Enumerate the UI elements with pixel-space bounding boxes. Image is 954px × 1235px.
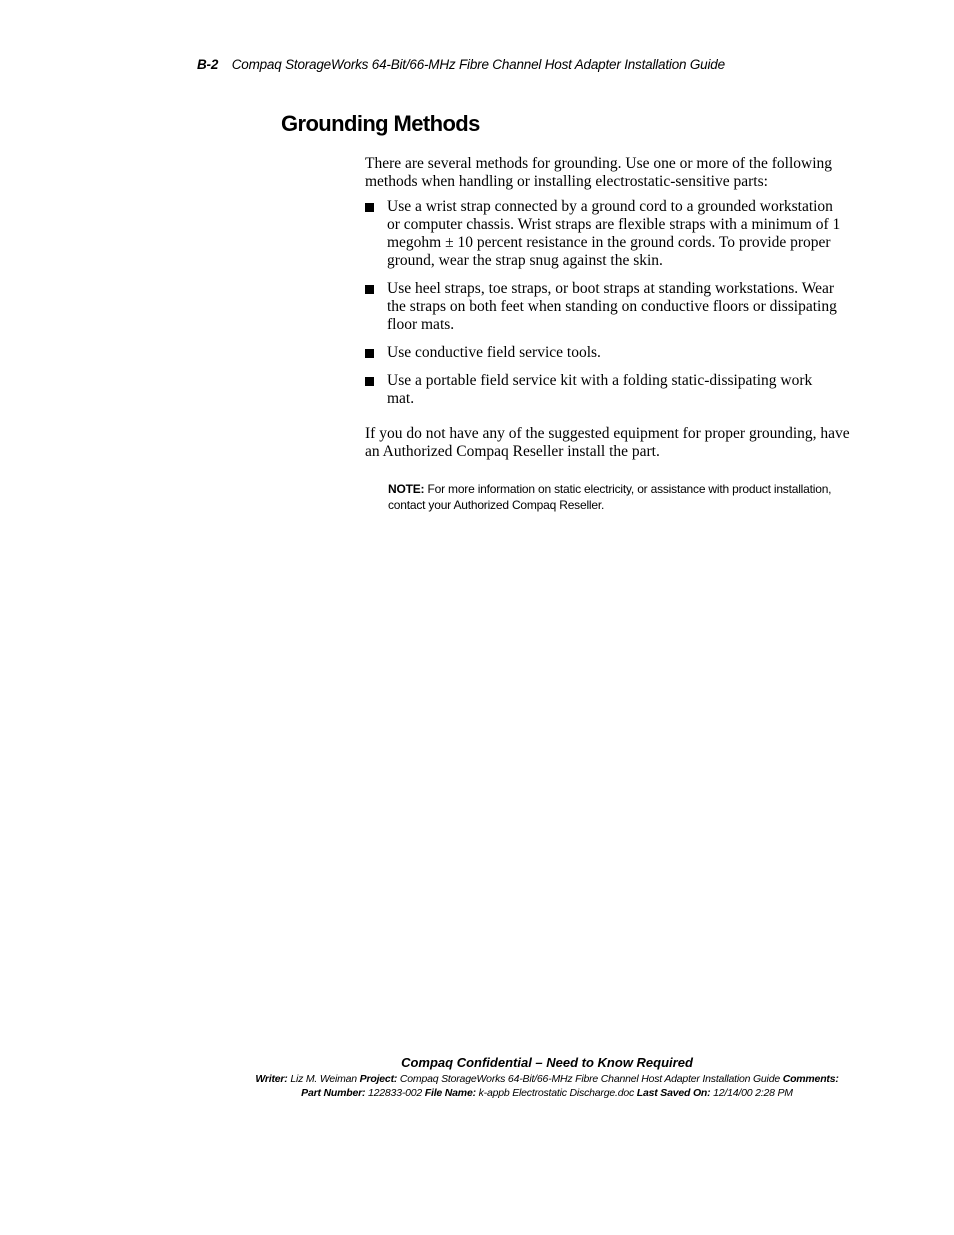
confidential-notice: Compaq Confidential – Need to Know Required [401, 1055, 693, 1070]
page-number: B-2 [197, 57, 219, 72]
square-bullet-icon [365, 377, 374, 386]
list-item [365, 198, 855, 270]
writer-label: Writer: [255, 1073, 288, 1085]
note [388, 481, 848, 513]
note-label: NOTE: [388, 482, 425, 496]
last-saved-value: 12/14/00 2:28 PM [713, 1087, 793, 1099]
last-saved-label: Last Saved On: [636, 1087, 711, 1099]
list-item [365, 280, 855, 334]
list-item-text: Use heel straps, toe straps, or boot straps at standing workstations. Wear the straps on both feet when standing on conductive floors or dissipating floor mats. [387, 280, 837, 333]
square-bullet-icon [365, 349, 374, 358]
guide-title: Compaq StorageWorks 64-Bit/66-MHz Fibre Channel Host Adapter Installation Guide [231, 57, 725, 72]
square-bullet-icon [365, 203, 374, 212]
square-bullet-icon [365, 285, 374, 294]
grounding-methods-list [365, 198, 855, 418]
footer-meta-line-2 [180, 1086, 914, 1100]
part-number-value: 122833-002 [368, 1087, 423, 1099]
project-value: Compaq StorageWorks 64-Bit/66-MHz Fibre Channel Host Adapter Installation Guide [399, 1073, 780, 1085]
closing-paragraph: If you do not have any of the suggested equipment for proper grounding, have an Authorized Compaq Reseller install the part. [365, 425, 850, 460]
comments-label: Comments: [782, 1073, 839, 1085]
file-name-label: File Name: [424, 1087, 476, 1099]
section-title: Grounding Methods [281, 111, 480, 136]
running-header [197, 57, 725, 72]
list-item [365, 344, 855, 362]
file-name-value: k-appb Electrostatic Discharge.doc [478, 1087, 635, 1099]
writer-value: Liz M. Weiman [290, 1073, 357, 1085]
list-item [365, 372, 855, 408]
document-footer [180, 1054, 914, 1100]
list-item-text: Use conductive field service tools. [387, 344, 601, 361]
note-text: For more information on static electricity, or assistance with product installation, contact your Authorized Compaq Reseller. [388, 482, 832, 512]
list-item-text: Use a portable field service kit with a folding static-dissipating work mat. [387, 372, 813, 407]
list-item-text: Use a wrist strap connected by a ground cord to a grounded workstation or computer chassis. Wrist straps are flexible straps with a minimum of 1 megohm ± 10 percent resistance in the ground cords. To provide proper ground, wear the strap snug against the skin. [387, 198, 841, 269]
footer-meta-line-1 [180, 1072, 914, 1086]
part-number-label: Part Number: [301, 1087, 366, 1099]
intro-paragraph: There are several methods for grounding. Use one or more of the following methods when handling or installing electrostatic-sensitive parts: [365, 155, 833, 190]
project-label: Project: [359, 1073, 398, 1085]
